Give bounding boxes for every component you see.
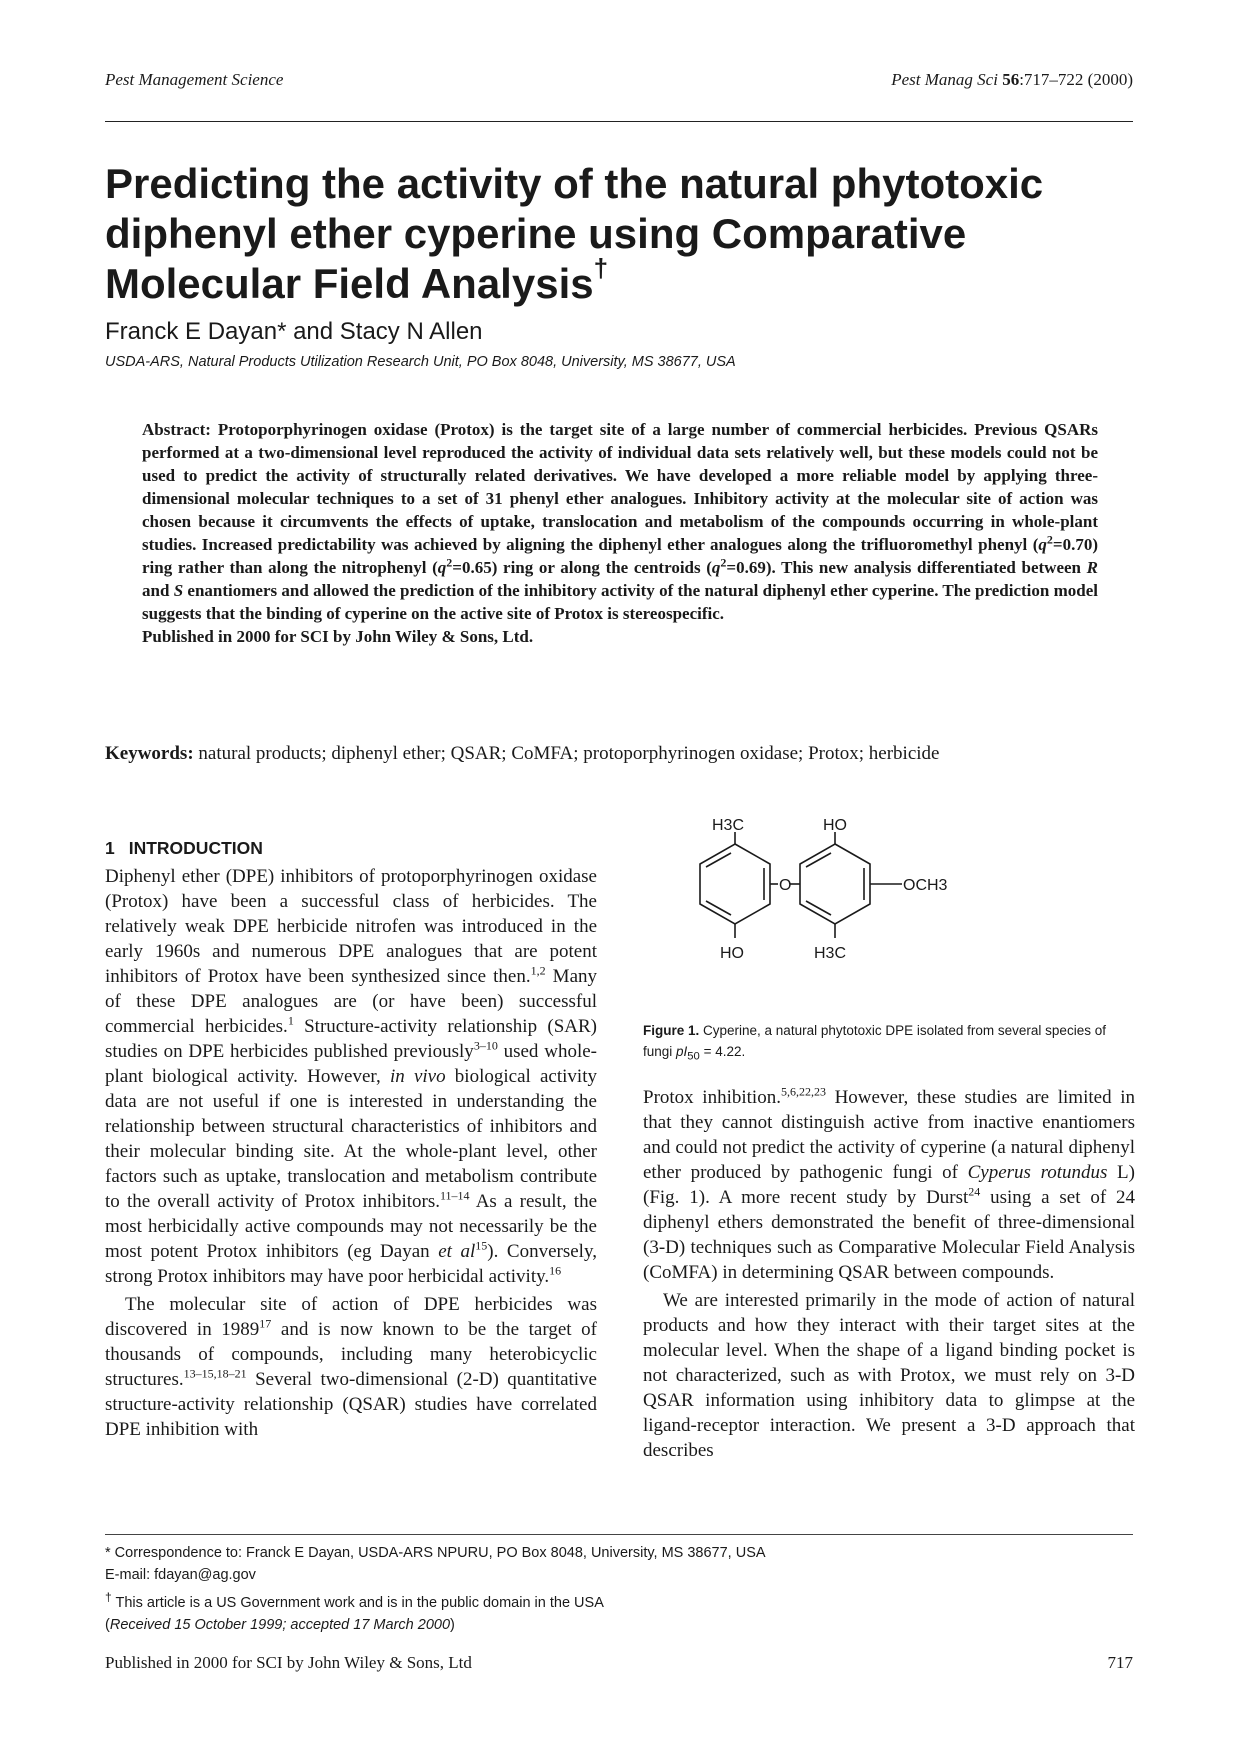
- header-rule: [105, 121, 1133, 122]
- journal-name: Pest Management Science: [105, 70, 284, 89]
- keywords-label: Keywords:: [105, 743, 194, 764]
- abstract-text-2: =0.70) ring rather than along the nitrophenyl (: [142, 535, 1098, 577]
- text: Several two-dimensional (2-D) quantitative structure-activity relationship (QSAR) studies have correlated DPE inhibition with: [105, 1369, 597, 1440]
- ref-citation: 16: [549, 1263, 562, 1278]
- right-paragraph-2: We are interested primarily in the mode of action of natural products and how they interact with their target sites at the molecular level. When the shape of a ligand binding pocket is not characterized, such as with Protox, we must rely on 3-D QSAR information using inhibitory data to glimpse at the ligand-receptor interaction. We present a 3-D approach that describes: [643, 1290, 1135, 1461]
- abstract-label: Abstract:: [142, 420, 211, 439]
- citation-pages: :717–722 (2000): [1019, 70, 1133, 89]
- right-paragraph-1: [643, 1085, 1135, 1285]
- page-number: 717: [1107, 1653, 1133, 1672]
- figure-caption: [643, 1020, 1135, 1068]
- paren: ): [450, 1616, 455, 1633]
- text: used whole-plant biological activity. However,: [105, 1041, 597, 1087]
- left-column: [105, 836, 597, 1442]
- footnotes: [105, 1542, 1145, 1636]
- ring-double-bond: [706, 901, 731, 915]
- text: However, these studies are limited in that they cannot distinguish active from inactive enantiomers and could not predict the activity of cyperine (a natural diphenyl ether produced by pathogenic fungi of: [643, 1087, 1135, 1183]
- abstract-text-5: enantiomers and allowed the prediction of the inhibitory activity of the natural diphenyl ether cyperine. The prediction model suggests that the binding of cyperine on the active site of Protox is stereospecific.: [142, 581, 1098, 623]
- caption-text: Cyperine, a natural phytotoxic DPE isolated from several species of fungi: [643, 1023, 1106, 1059]
- label-h3c-top: H3C: [712, 817, 745, 834]
- keywords: [105, 743, 1145, 765]
- ring-double-bond: [806, 901, 831, 915]
- label-h3c-bottom: H3C: [814, 945, 847, 962]
- ref-citation: 17: [259, 1316, 272, 1331]
- intro-paragraph-1: [105, 864, 597, 1289]
- caption-value: = 4.22.: [699, 1044, 746, 1059]
- ref-citation: 13–15,18–21: [183, 1366, 247, 1381]
- right-benzene-ring: [800, 844, 870, 924]
- text: and is now known to be the target of thousands of compounds, including many heterobicyclic structures.: [105, 1319, 597, 1390]
- section-title: INTRODUCTION: [128, 838, 263, 858]
- ref-citation: 1,2: [530, 963, 546, 978]
- authors: Franck E Dayan* and Stacy N Allen: [105, 318, 483, 345]
- title-text: Predicting the activity of the natural phytotoxic diphenyl ether cyperine using Comparative Molecular Field Analysis: [105, 160, 1044, 307]
- right-column: [643, 1085, 1135, 1463]
- footnote-dates: [105, 1614, 1145, 1636]
- label-ho-bottom: HO: [720, 945, 744, 962]
- text: Protox inhibition.: [643, 1087, 781, 1108]
- left-benzene-ring: [700, 844, 770, 924]
- q-symbol: q: [1038, 535, 1047, 554]
- italic-term: et al: [438, 1241, 476, 1262]
- caption-pi: pI: [676, 1044, 688, 1059]
- ref-citation: 1: [287, 1013, 294, 1028]
- text: L) (Fig. 1). A more recent study by Durst: [643, 1162, 1135, 1208]
- italic-term: in vivo: [389, 1066, 446, 1087]
- ref-citation: 15: [475, 1238, 488, 1253]
- section-number: 1: [105, 838, 115, 858]
- citation-volume: 56: [1002, 70, 1020, 89]
- footnote-email: E-mail: fdayan@ag.gov: [105, 1567, 256, 1583]
- abstract-text-4: =0.69). This new analysis differentiated between: [726, 558, 1087, 577]
- figure-label: Figure 1.: [643, 1023, 700, 1038]
- text: Many of these DPE analogues are (or have been) successful commercial herbicides.: [105, 966, 598, 1037]
- abstract-published: Published in 2000 for SCI by John Wiley & Sons, Ltd.: [142, 627, 534, 646]
- caption-subscript: 50: [687, 1050, 700, 1063]
- running-header: [105, 70, 1133, 92]
- text: Diphenyl ether (DPE) inhibitors of protoporphyrinogen oxidase (Protox) have been a successful class of herbicides. The relatively weak DPE herbicide nitrofen was introduced in the early 1960s and numerous DPE analogues that are potent inhibitors of Protox have been synthesized since then.: [105, 866, 597, 987]
- cyperine-structure-diagram: [690, 817, 1090, 1004]
- abstract-text: Protoporphyrinogen oxidase (Protox) is the target site of a large number of commercial herbicides. Previous QSARs performed at a two-dimensional level reproduced the activity of individual data sets relatively well, but these models could not be used to predict the activity of structurally related derivatives. We have developed a more reliable model by applying three-dimensional molecular techniques to a set of 31 phenyl ether analogues. Inhibitory activity at the molecular site of action was chosen because it circumvents the effects of uptake, translocation and metabolism of the compounds occurring in whole-plant studies. Increased predictability was achieved by aligning the diphenyl ether analogues along the trifluoromethyl phenyl (: [142, 420, 1098, 554]
- keywords-text: natural products; diphenyl ether; QSAR; CoMFA; protoporphyrinogen oxidase; Protox; herbicide: [193, 743, 940, 764]
- text: ). Conversely, strong Protox inhibitors may have poor herbicidal activity.: [105, 1241, 597, 1287]
- q-symbol: q: [437, 558, 447, 577]
- received-dates: Received 15 October 1999; accepted 17 March 2000: [109, 1616, 451, 1633]
- r-enantiomer: R: [1086, 558, 1098, 577]
- abstract: Abstract: Protoporphyrinogen oxidase (Protox) is the target site of a large number of commercial herbicides. Previous QSARs performed at a two-dimensional level reproduced the activity of individual data sets relatively well, but these models could not be used to predict the activity of structurally related derivatives. We have developed a more reliable model by applying three-dimensional molecular techniques to a set of 31 phenyl ether analogues. Inhibitory activity at the molecular site of action was chosen because it circumvents the effects of uptake, translocation and metabolism of the compounds occurring in whole-plant studies. Increased predictability was achieved by aligning the diphenyl ether analogues along the trifluoromethyl phenyl (q$^2$=0.70) ring rather than along the nitrophenyl (q$^2$=0.65) ring or along the centroids (q$^2$=0.69). This new analysis differentiated between R and S enantiomers and allowed the prediction of the inhibitory activity of the natural diphenyl ether cyperine. The prediction model suggests that the binding of cyperine on the active site of Protox is stereospecific. Published in 2000 for SCI by John Wiley & Sons, Ltd.: [142, 420, 1098, 646]
- ring-double-bond: [806, 853, 831, 867]
- footnote-text: This article is a US Government work and is in the public domain in the USA: [111, 1594, 604, 1611]
- article-title: [105, 159, 1145, 309]
- page-footer: [105, 1653, 1133, 1673]
- title-dagger: †: [593, 253, 609, 283]
- label-ether-oxygen: O: [779, 877, 792, 894]
- ring-double-bond: [706, 853, 731, 867]
- footer-publisher: Published in 2000 for SCI by John Wiley & Sons, Ltd: [105, 1653, 472, 1672]
- paren: (: [105, 1616, 110, 1633]
- abstract-text-3: =0.65) ring or along the centroids (: [452, 558, 712, 577]
- ref-citation: 5,6,22,23: [780, 1084, 826, 1099]
- footnote-correspondence: * Correspondence to: Franck E Dayan, USDA-ARS NPURU, PO Box 8048, University, MS 38677, USA: [105, 1545, 766, 1561]
- ref-citation: 11–14: [439, 1188, 470, 1203]
- section-heading: [105, 836, 597, 861]
- ref-citation: 24: [968, 1184, 981, 1199]
- text: using a set of 24 diphenyl ethers demonstrated the benefit of three-dimensional (3-D) techniques such as Comparative Molecular Field Analysis (CoMFA) in determining QSAR between compounds.: [643, 1187, 1135, 1283]
- ref-citation: 3–10: [473, 1038, 498, 1053]
- intro-paragraph-2: [105, 1292, 597, 1442]
- text: Structure-activity relationship (SAR) studies on DPE herbicides published previously: [105, 1016, 597, 1062]
- dagger-mark: †: [105, 1590, 112, 1604]
- label-och3: OCH3: [903, 877, 948, 894]
- species-name: Cyperus rotundus: [967, 1162, 1108, 1183]
- footnote-rule: [105, 1534, 1133, 1535]
- footnote-public-domain: [105, 1586, 1145, 1614]
- s-enantiomer: S: [173, 581, 184, 600]
- affiliation: USDA-ARS, Natural Products Utilization Research Unit, PO Box 8048, University, MS 38677, USA: [105, 354, 736, 370]
- label-ho-top: HO: [823, 817, 847, 834]
- text: biological activity data are not useful if one is interested in understanding the relationship between structural characteristics of inhibitors and their molecular binding site. At the whole-plant level, other factors such as uptake, translocation and metabolism contribute to the overall activity of Protox inhibitors.: [105, 1066, 597, 1212]
- citation: [891, 70, 1133, 90]
- abstract-and: and: [142, 581, 174, 600]
- citation-prefix: Pest Manag Sci: [891, 70, 1003, 89]
- text: The molecular site of action of DPE herbicides was discovered in 1989: [105, 1294, 597, 1340]
- q-symbol: q: [711, 558, 721, 577]
- text: As a result, the most herbicidally active compounds may not necessarily be the most potent Protox inhibitors (eg Dayan: [105, 1191, 597, 1262]
